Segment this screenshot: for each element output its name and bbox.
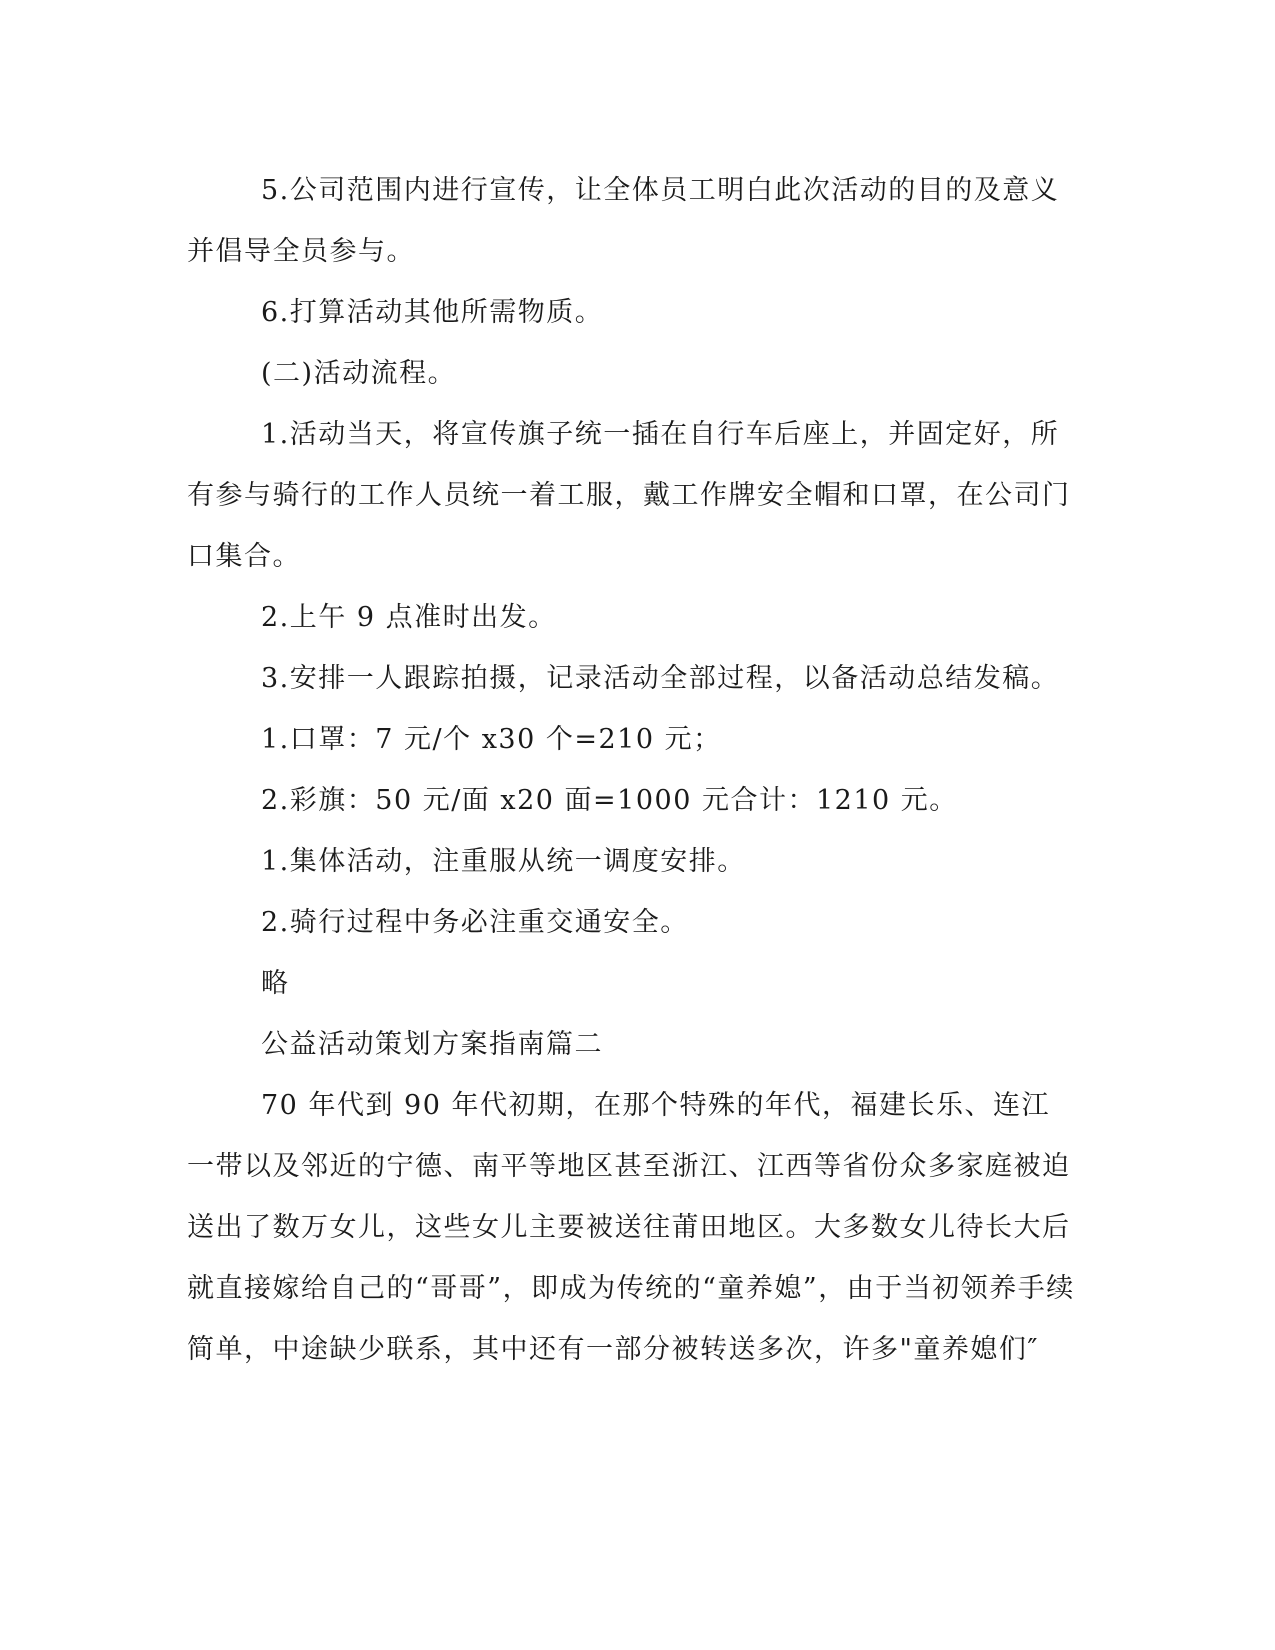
paragraph-background: 70 年代到 90 年代初期，在那个特殊的年代，福建长乐、连江一带以及邻近的宁德、南平等地区甚至浙江、江西等省份众多家庭被迫送出了数万女儿，这些女儿主要被送往莆田地区。大多数女儿待长大后就直接嫁给自己的“哥哥”，即成为传统的“童养媳”，由于当初领养手续简单，中途缺少联系，其中还有一部分被转送多次，许多"童养媳们″ — [187, 1090, 1075, 1365]
section-title-part-two: 公益活动策划方案指南篇二 — [261, 1029, 603, 1060]
budget-item-masks: 1.口罩：7 元/个 x30 个=210 元； — [261, 724, 722, 755]
paragraph-departure: 2.上午 9 点准时出发。 — [261, 602, 557, 633]
paragraph-gathering: 1.活动当天，将宣传旗子统一插在自行车后座上，并固定好，所有参与骑行的工作人员统一着工服，戴工作牌安全帽和口罩，在公司门口集合。 — [187, 419, 1071, 572]
paragraph-photography: 3.安排一人跟踪拍摄，记录活动全部过程，以备活动总结发稿。 — [261, 663, 1060, 694]
section-heading-process: (二)活动流程。 — [261, 358, 457, 389]
paragraph-publicity: 5.公司范围内进行宣传，让全体员工明白此次活动的目的及意义并倡导全员参与。 — [187, 175, 1060, 267]
document-body — [187, 160, 1077, 1380]
note-collective-activity: 1.集体活动，注重服从统一调度安排。 — [261, 846, 746, 877]
note-traffic-safety: 2.骑行过程中务必注重交通安全。 — [261, 907, 689, 938]
paragraph-materials: 6.打算活动其他所需物质。 — [261, 297, 604, 328]
paragraph-omitted: 略 — [261, 968, 290, 999]
budget-item-flags: 2.彩旗：50 元/面 x20 面=1000 元合计：1210 元。 — [261, 785, 958, 816]
